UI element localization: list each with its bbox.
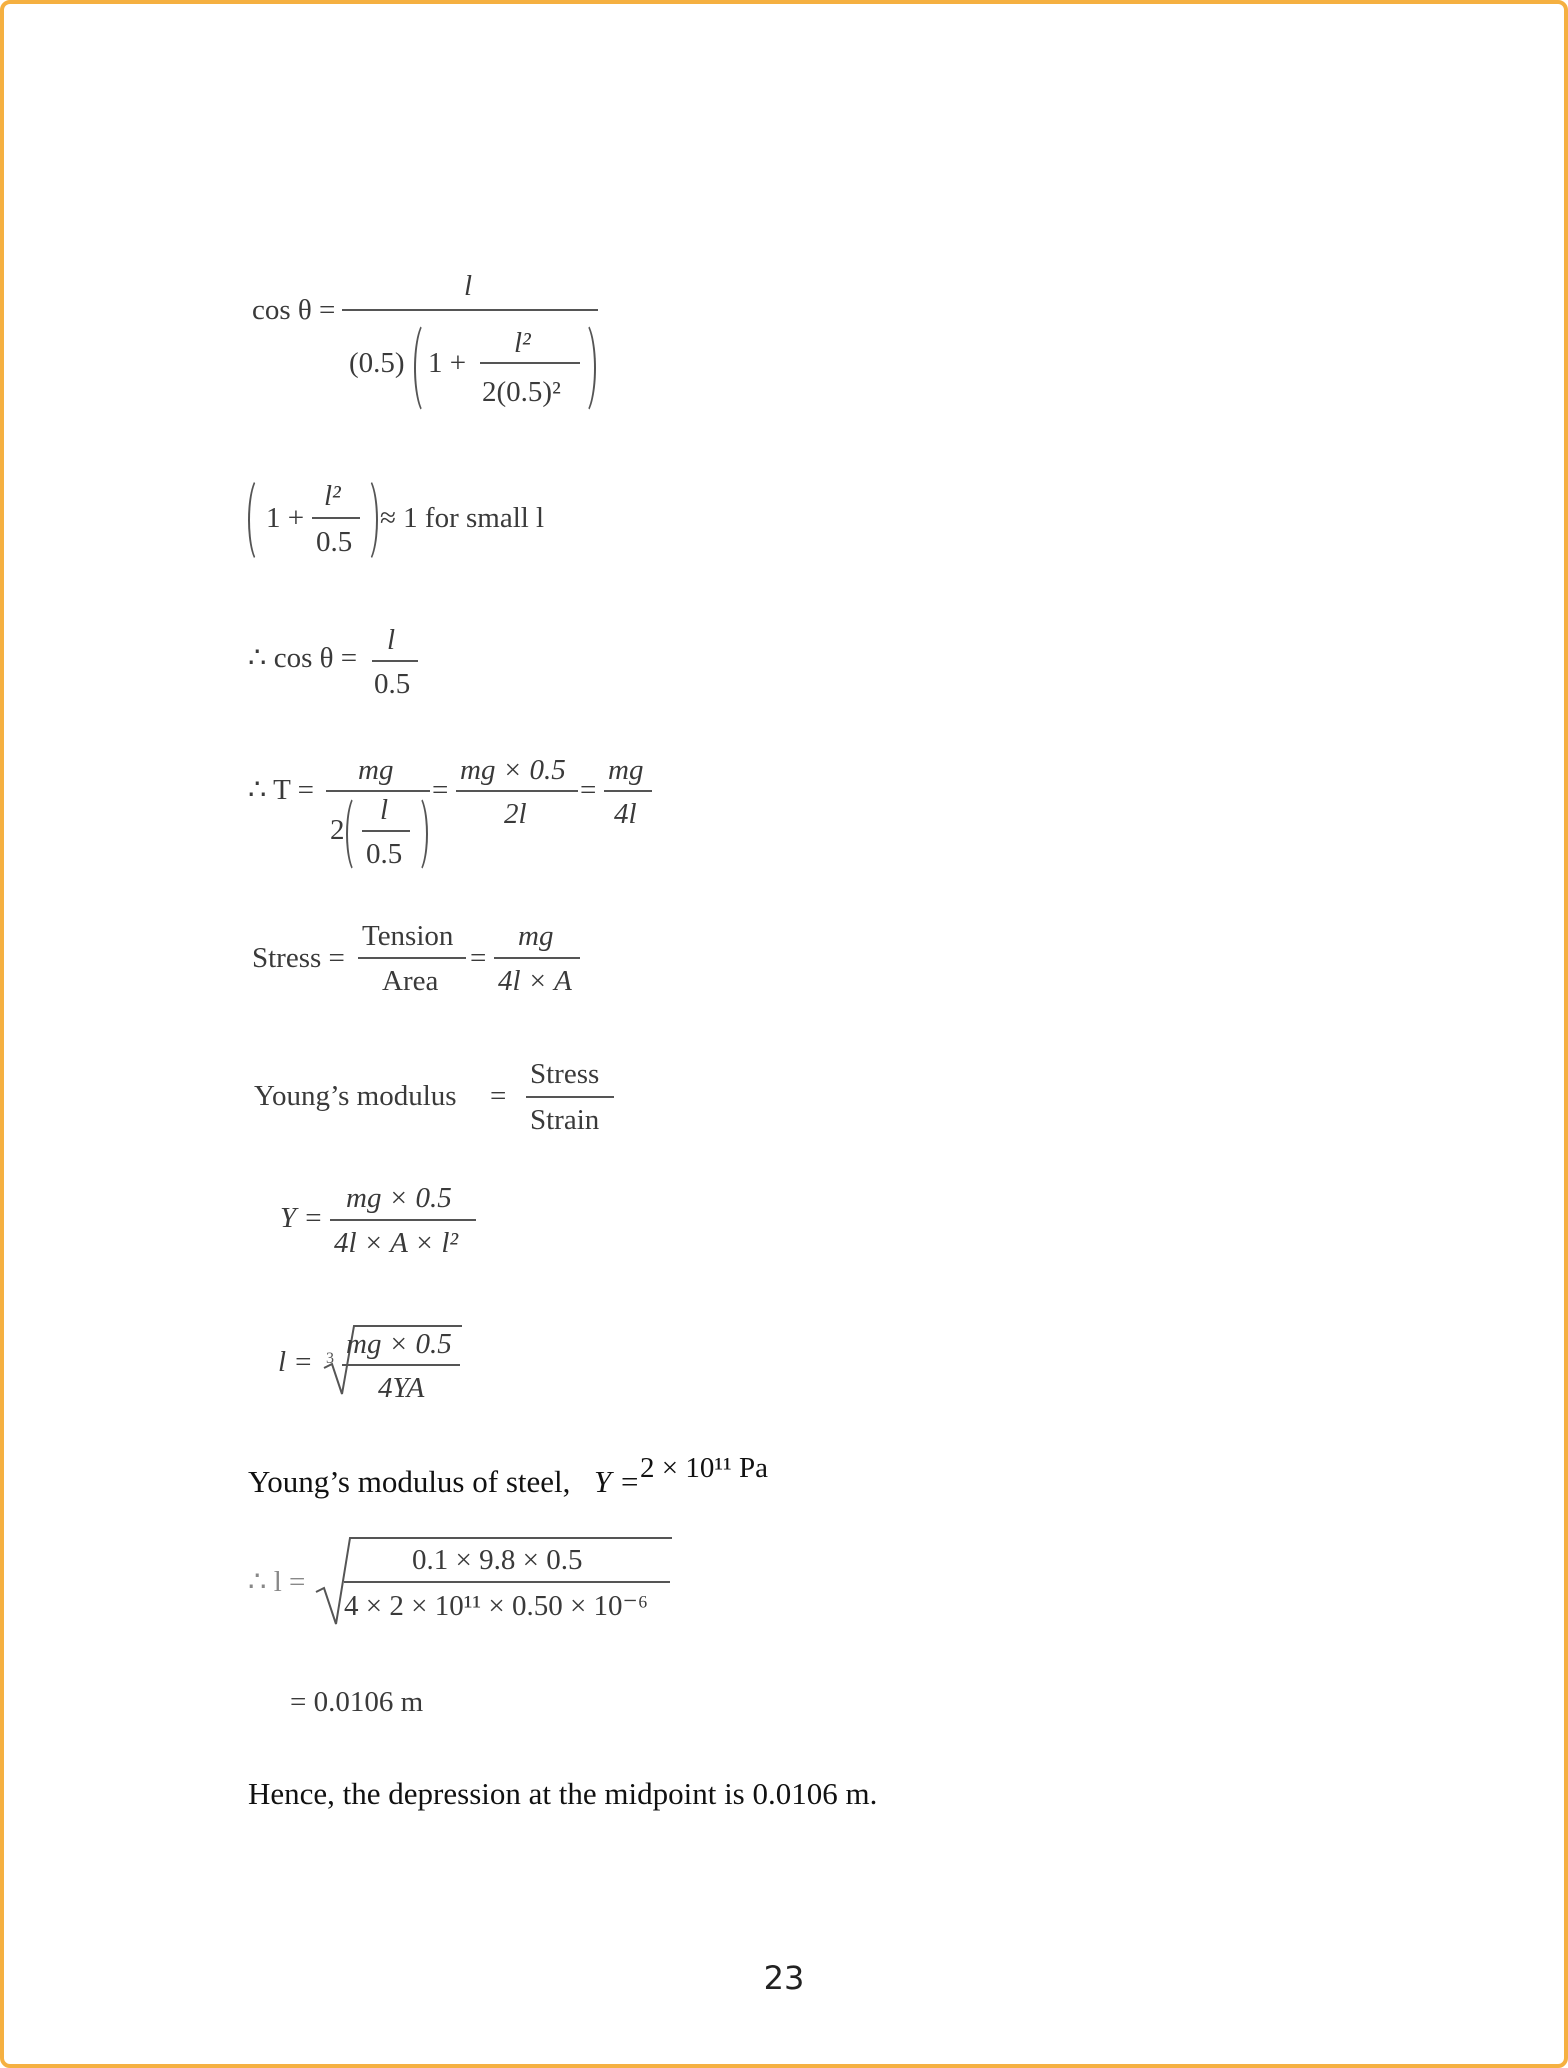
eq7-den: 4l × A × l² — [334, 1227, 459, 1259]
eq1-den-b: 1 + — [428, 347, 467, 379]
eq8-root-index: 3 — [326, 1350, 334, 1367]
eq1-right-paren — [570, 320, 596, 416]
eq6-den: Strain — [530, 1104, 600, 1136]
eq4-f1-num: mg — [358, 754, 394, 786]
eq5-f1-bar — [358, 957, 466, 959]
eq7-bar — [330, 1219, 476, 1221]
eq4-eq-b: = — [580, 774, 597, 806]
eq5-lhs: Stress = — [252, 942, 345, 974]
eq9-bar — [344, 1581, 670, 1583]
eq4-f1-bar — [326, 790, 430, 792]
page-number: 23 — [763, 1959, 805, 1997]
eq5-f2-num: mg — [518, 920, 554, 952]
eq9-lhs: ∴ l = — [248, 1566, 306, 1598]
eq2-right-paren — [354, 476, 378, 564]
eq5-f2-bar — [494, 957, 580, 959]
eq6-eq: = — [490, 1080, 507, 1112]
eq4-f2-bar — [456, 790, 578, 792]
eq4-left-paren — [346, 794, 368, 874]
eq3-num: l — [387, 624, 396, 656]
eq6-num: Stress — [530, 1058, 600, 1090]
eq2-rhs: ≈ 1 for small l — [380, 502, 545, 534]
eq8-den: 4YA — [378, 1372, 425, 1404]
youngs-steel-var: Y = — [594, 1464, 640, 1499]
eq3-lhs: ∴ cos θ = — [248, 642, 358, 674]
eq4-f1-inner-bar — [362, 830, 410, 832]
eq4-f3-bar — [604, 790, 652, 792]
eq6-lhs: Young’s modulus — [254, 1080, 457, 1112]
eq4-lhs: ∴ T = — [248, 774, 314, 806]
eq5-eq: = — [470, 942, 487, 974]
eq8-lhs: l = — [278, 1346, 313, 1378]
eq4-f1-den-num: l — [380, 794, 389, 826]
eq2-bar — [312, 517, 360, 519]
eq4-eq-a: = — [432, 774, 449, 806]
eq2-num: l² — [324, 480, 341, 512]
youngs-steel-prefix: Young’s modulus of steel, — [248, 1464, 571, 1499]
eq1-inner-bar — [480, 362, 580, 364]
eq4-f2-num: mg × 0.5 — [460, 754, 566, 786]
eq8-bar — [342, 1364, 460, 1366]
eq1-inner-num: l² — [514, 327, 531, 359]
eq3-bar — [372, 660, 418, 662]
conclusion-text: Hence, the depression at the midpoint is 0.0106 m. — [248, 1776, 878, 1811]
eq4-f3-den: 4l — [614, 798, 637, 830]
eq7-num: mg × 0.5 — [346, 1182, 452, 1214]
eq5-f1-den: Area — [382, 965, 439, 997]
equation-result: = 0.0106 m — [290, 1686, 424, 1718]
eq4-right-paren — [406, 794, 428, 874]
eq2-den: 0.5 — [316, 526, 353, 558]
eq4-f1-den-den: 0.5 — [366, 838, 403, 870]
eq1-fraction-bar — [342, 309, 598, 311]
eq1-numerator: l — [464, 270, 473, 302]
eq9-num: 0.1 × 9.8 × 0.5 — [412, 1544, 583, 1576]
eq9-den: 4 × 2 × 10¹¹ × 0.50 × 10⁻⁶ — [344, 1590, 648, 1622]
youngs-steel-value: 2 × 10¹¹ Pa — [640, 1452, 768, 1484]
eq4-f2-den: 2l — [504, 798, 527, 830]
eq5-f2-den: 4l × A — [498, 965, 572, 997]
eq4-f3-num: mg — [608, 754, 644, 786]
eq5-f1-num: Tension — [362, 920, 454, 952]
eq3-den: 0.5 — [374, 668, 411, 700]
eq1-den-a: (0.5) — [349, 347, 405, 379]
eq1-inner-den: 2(0.5)² — [482, 376, 561, 408]
eq4-f1-den-a: 2 — [330, 814, 345, 846]
eq1-lhs: cos θ = — [252, 294, 336, 326]
eq6-bar — [526, 1096, 614, 1098]
eq8-num: mg × 0.5 — [346, 1328, 452, 1360]
eq7-lhs: Y = — [280, 1202, 323, 1234]
eq2-a: 1 + — [266, 502, 305, 534]
